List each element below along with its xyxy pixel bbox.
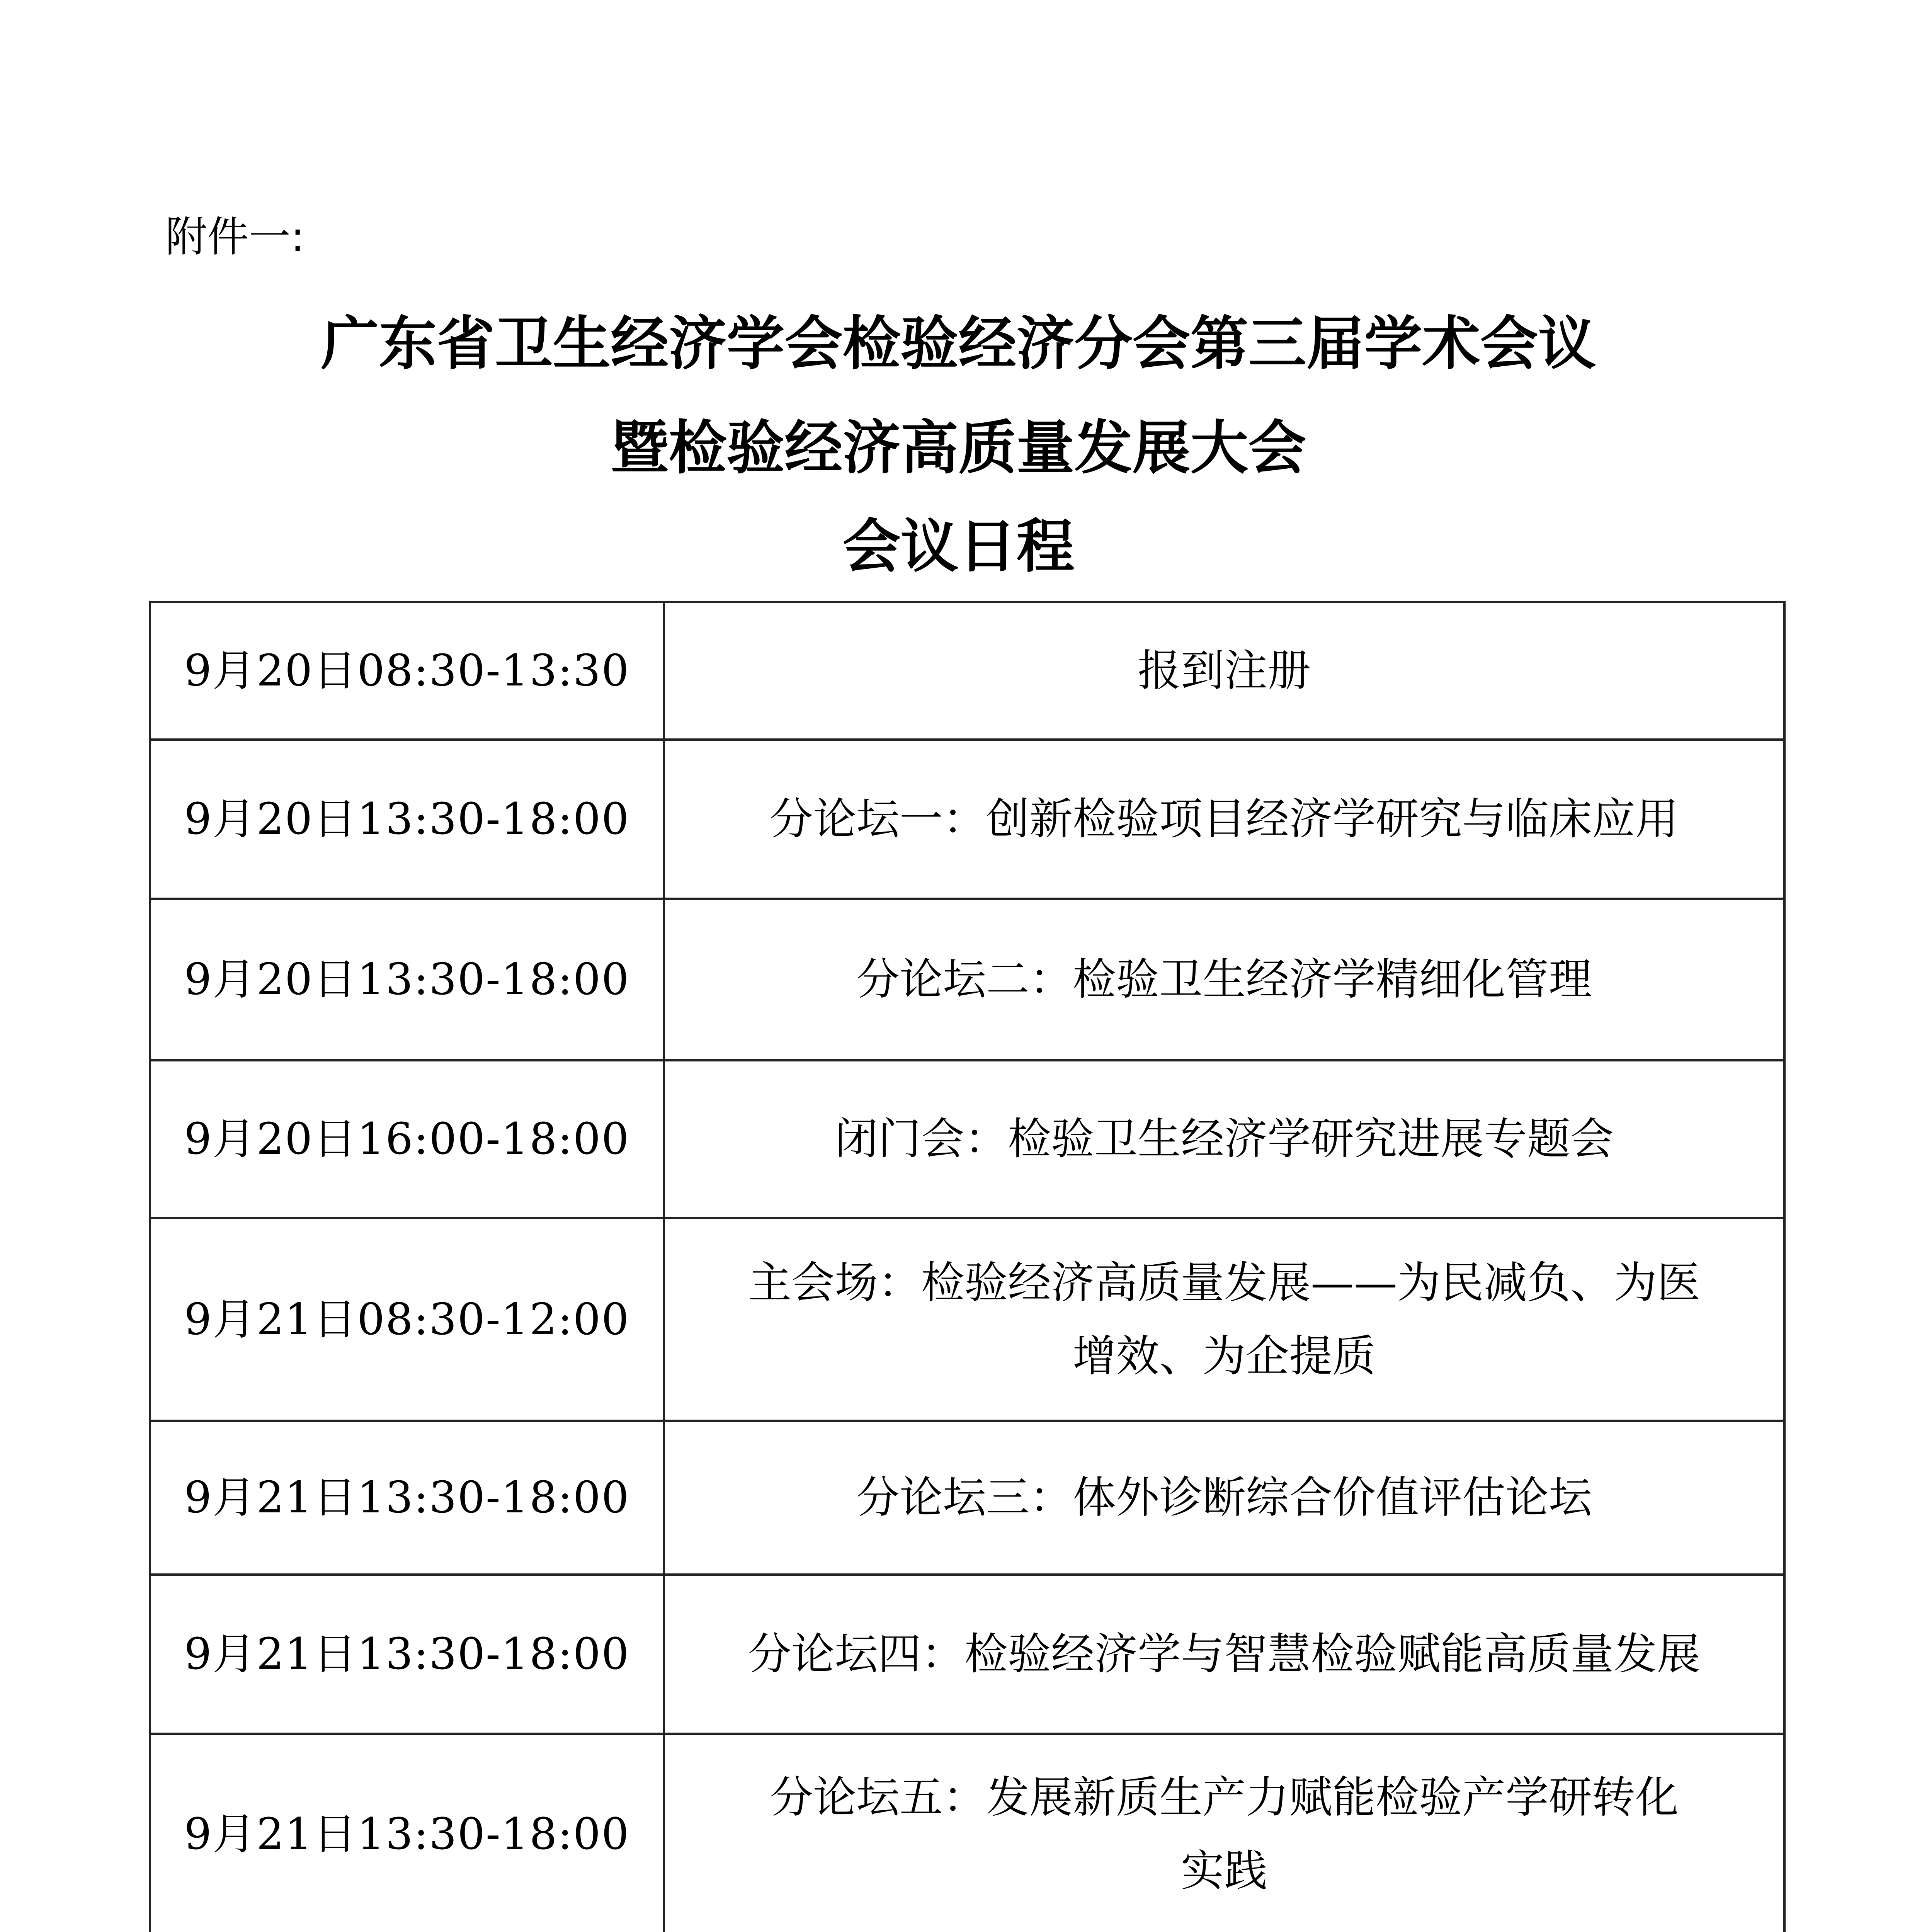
- attachment-label: 附件一:: [165, 213, 305, 261]
- time-cell: 9月20日13:30-18:00: [150, 899, 664, 1060]
- document-title-line-1: 广东省卫生经济学会检验经济分会第三届学术会议: [321, 310, 1596, 378]
- schedule-table: [149, 601, 1786, 1932]
- event-cell: [664, 1218, 1784, 1421]
- table-row: [150, 1060, 1784, 1218]
- event-text-line-1: 分论坛五：发展新质生产力赋能检验产学研转化: [770, 1772, 1679, 1823]
- event-text: 分论坛四：检验经济学与智慧检验赋能高质量发展: [748, 1629, 1700, 1679]
- document-title-line-3: 会议日程: [842, 513, 1075, 580]
- time-cell: 9月20日16:00-18:00: [150, 1060, 664, 1218]
- document-title-line-2: 暨检验经济高质量发展大会: [611, 415, 1306, 482]
- event-text: 报到注册: [1138, 646, 1311, 696]
- time-cell: 9月20日13:30-18:00: [150, 740, 664, 899]
- table-row: [150, 602, 1784, 740]
- time-cell: 9月21日13:30-18:00: [150, 1734, 664, 1932]
- event-cell: [664, 1734, 1784, 1932]
- event-text: 分论坛三：体外诊断综合价值评估论坛: [856, 1473, 1592, 1523]
- event-cell: [664, 1575, 1784, 1734]
- time-cell: 9月21日13:30-18:00: [150, 1421, 664, 1575]
- time-cell: 9月21日08:30-12:00: [150, 1218, 664, 1421]
- event-cell: [664, 1060, 1784, 1218]
- table-row: [150, 1734, 1784, 1932]
- event-text-line-1: 主会场：检验经济高质量发展——为民减负、为医: [748, 1257, 1700, 1308]
- table-row: [150, 899, 1784, 1060]
- table-row: [150, 1575, 1784, 1734]
- time-cell: 9月20日08:30-13:30: [150, 602, 664, 740]
- table-row: [150, 1218, 1784, 1421]
- time-cell: 9月21日13:30-18:00: [150, 1575, 664, 1734]
- event-cell: [664, 602, 1784, 740]
- event-cell: [664, 1421, 1784, 1575]
- event-text: 闭门会：检验卫生经济学研究进展专题会: [835, 1114, 1614, 1164]
- event-cell: [664, 740, 1784, 899]
- table-row: [150, 740, 1784, 899]
- event-text-line-2: 实践: [1181, 1846, 1267, 1896]
- event-text: 分论坛一：创新检验项目经济学研究与临床应用: [770, 794, 1679, 844]
- event-cell: [664, 899, 1784, 1060]
- event-text-line-2: 增效、为企提质: [1073, 1331, 1376, 1381]
- event-text: 分论坛二：检验卫生经济学精细化管理: [856, 954, 1592, 1005]
- table-row: [150, 1421, 1784, 1575]
